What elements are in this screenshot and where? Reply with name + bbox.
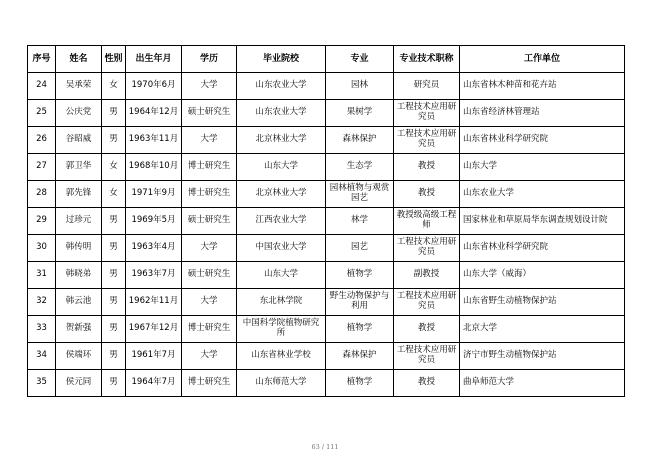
cell-name: 贺新强 [56,316,102,343]
cell-birth: 1964年12月 [126,100,182,127]
cell-school: 山东农业大学 [237,73,326,100]
cell-major: 园艺 [326,235,394,262]
cell-school: 东北林学院 [237,289,326,316]
cell-gender: 男 [102,343,126,370]
cell-major: 果树学 [326,100,394,127]
table-row [28,289,625,316]
table-row [28,316,625,343]
cell-workplace: 山东省林木种苗和花卉站 [460,73,625,100]
cell-school: 山东大学 [237,154,326,181]
cell-title: 教授 [394,154,460,181]
page-number: 63 / 111 [311,443,339,451]
cell-gender: 男 [102,262,126,289]
cell-education: 硕士研究生 [182,262,237,289]
cell-name: 韩云池 [56,289,102,316]
cell-education: 硕士研究生 [182,100,237,127]
cell-school: 山东农业大学 [237,100,326,127]
cell-gender: 男 [102,100,126,127]
cell-title: 工程技术应用研究员 [394,100,460,127]
table-row [28,343,625,370]
cell-education: 博士研究生 [182,181,237,208]
cell-title: 工程技术应用研究员 [394,343,460,370]
cell-school: 山东师范大学 [237,370,326,397]
roster-table [27,45,625,397]
cell-workplace: 山东大学 [460,154,625,181]
cell-index: 24 [28,73,56,100]
cell-gender: 男 [102,235,126,262]
cell-gender: 女 [102,181,126,208]
cell-school: 山东省林业学校 [237,343,326,370]
cell-school: 中国农业大学 [237,235,326,262]
cell-index: 35 [28,370,56,397]
cell-major: 生态学 [326,154,394,181]
cell-education: 大学 [182,73,237,100]
cell-education: 博士研究生 [182,316,237,343]
cell-education: 博士研究生 [182,370,237,397]
cell-index: 25 [28,100,56,127]
cell-major: 植物学 [326,316,394,343]
cell-workplace: 山东省经济林管理站 [460,100,625,127]
cell-gender: 女 [102,154,126,181]
cell-name: 侯元同 [56,370,102,397]
header-school: 毕业院校 [237,46,326,73]
cell-title: 教授 [394,316,460,343]
cell-gender: 男 [102,127,126,154]
cell-major: 森林保护 [326,127,394,154]
header-birth: 出生年月 [126,46,182,73]
cell-birth: 1963年7月 [126,262,182,289]
cell-birth: 1961年7月 [126,343,182,370]
cell-birth: 1962年11月 [126,289,182,316]
cell-gender: 男 [102,208,126,235]
cell-birth: 1971年9月 [126,181,182,208]
cell-school: 山东大学 [237,262,326,289]
cell-index: 31 [28,262,56,289]
cell-title: 副教授 [394,262,460,289]
cell-major: 野生动物保护与利用 [326,289,394,316]
table-row [28,100,625,127]
table-row [28,154,625,181]
cell-birth: 1963年4月 [126,235,182,262]
table-row [28,262,625,289]
cell-birth: 1964年7月 [126,370,182,397]
cell-workplace: 山东省林业科学研究院 [460,235,625,262]
cell-birth: 1967年12月 [126,316,182,343]
header-index: 序号 [28,46,56,73]
cell-workplace: 北京大学 [460,316,625,343]
table-row [28,208,625,235]
cell-major: 园林植物与观赏园艺 [326,181,394,208]
cell-major: 园林 [326,73,394,100]
cell-major: 植物学 [326,262,394,289]
cell-major: 林学 [326,208,394,235]
cell-name: 韩传明 [56,235,102,262]
cell-index: 33 [28,316,56,343]
cell-school: 北京林业大学 [237,181,326,208]
cell-title: 研究员 [394,73,460,100]
cell-index: 30 [28,235,56,262]
cell-name: 谷昭威 [56,127,102,154]
table-row [28,127,625,154]
header-name: 姓名 [56,46,102,73]
cell-index: 27 [28,154,56,181]
cell-school: 中国科学院植物研究所 [237,316,326,343]
cell-index: 29 [28,208,56,235]
cell-name: 侯端环 [56,343,102,370]
cell-workplace: 山东农业大学 [460,181,625,208]
cell-title: 工程技术应用研究员 [394,235,460,262]
cell-title: 教授 [394,181,460,208]
table-row [28,181,625,208]
cell-name: 郭先锋 [56,181,102,208]
cell-school: 江西农业大学 [237,208,326,235]
cell-title: 工程技术应用研究员 [394,289,460,316]
cell-education: 大学 [182,289,237,316]
cell-workplace: 曲阜师范大学 [460,370,625,397]
table-body [28,73,625,397]
cell-index: 32 [28,289,56,316]
cell-title: 教授级高级工程师 [394,208,460,235]
table-row [28,235,625,262]
cell-gender: 男 [102,316,126,343]
cell-workplace: 山东省林业科学研究院 [460,127,625,154]
cell-name: 公庆党 [56,100,102,127]
header-major: 专业 [326,46,394,73]
cell-workplace: 山东大学（威海） [460,262,625,289]
cell-name: 吴承荣 [56,73,102,100]
cell-gender: 女 [102,73,126,100]
cell-workplace: 国家林业和草原局华东调查规划设计院 [460,208,625,235]
cell-index: 26 [28,127,56,154]
cell-birth: 1963年11月 [126,127,182,154]
header-title: 专业技术职称 [394,46,460,73]
table-row [28,370,625,397]
cell-name: 郭卫华 [56,154,102,181]
cell-school: 北京林业大学 [237,127,326,154]
cell-title: 工程技术应用研究员 [394,127,460,154]
cell-workplace: 山东省野生动植物保护站 [460,289,625,316]
cell-birth: 1969年5月 [126,208,182,235]
cell-major: 森林保护 [326,343,394,370]
cell-title: 教授 [394,370,460,397]
cell-index: 28 [28,181,56,208]
cell-birth: 1968年10月 [126,154,182,181]
cell-index: 34 [28,343,56,370]
cell-name: 过珍元 [56,208,102,235]
header-workplace: 工作单位 [460,46,625,73]
cell-major: 植物学 [326,370,394,397]
cell-education: 大学 [182,235,237,262]
cell-gender: 男 [102,289,126,316]
header-education: 学历 [182,46,237,73]
cell-gender: 男 [102,370,126,397]
cell-education: 硕士研究生 [182,208,237,235]
cell-education: 博士研究生 [182,154,237,181]
cell-name: 韩晓弟 [56,262,102,289]
cell-education: 大学 [182,343,237,370]
cell-birth: 1970年6月 [126,73,182,100]
header-gender: 性别 [102,46,126,73]
table-header-row [28,46,625,73]
cell-education: 大学 [182,127,237,154]
table-row [28,73,625,100]
cell-workplace: 济宁市野生动植物保护站 [460,343,625,370]
